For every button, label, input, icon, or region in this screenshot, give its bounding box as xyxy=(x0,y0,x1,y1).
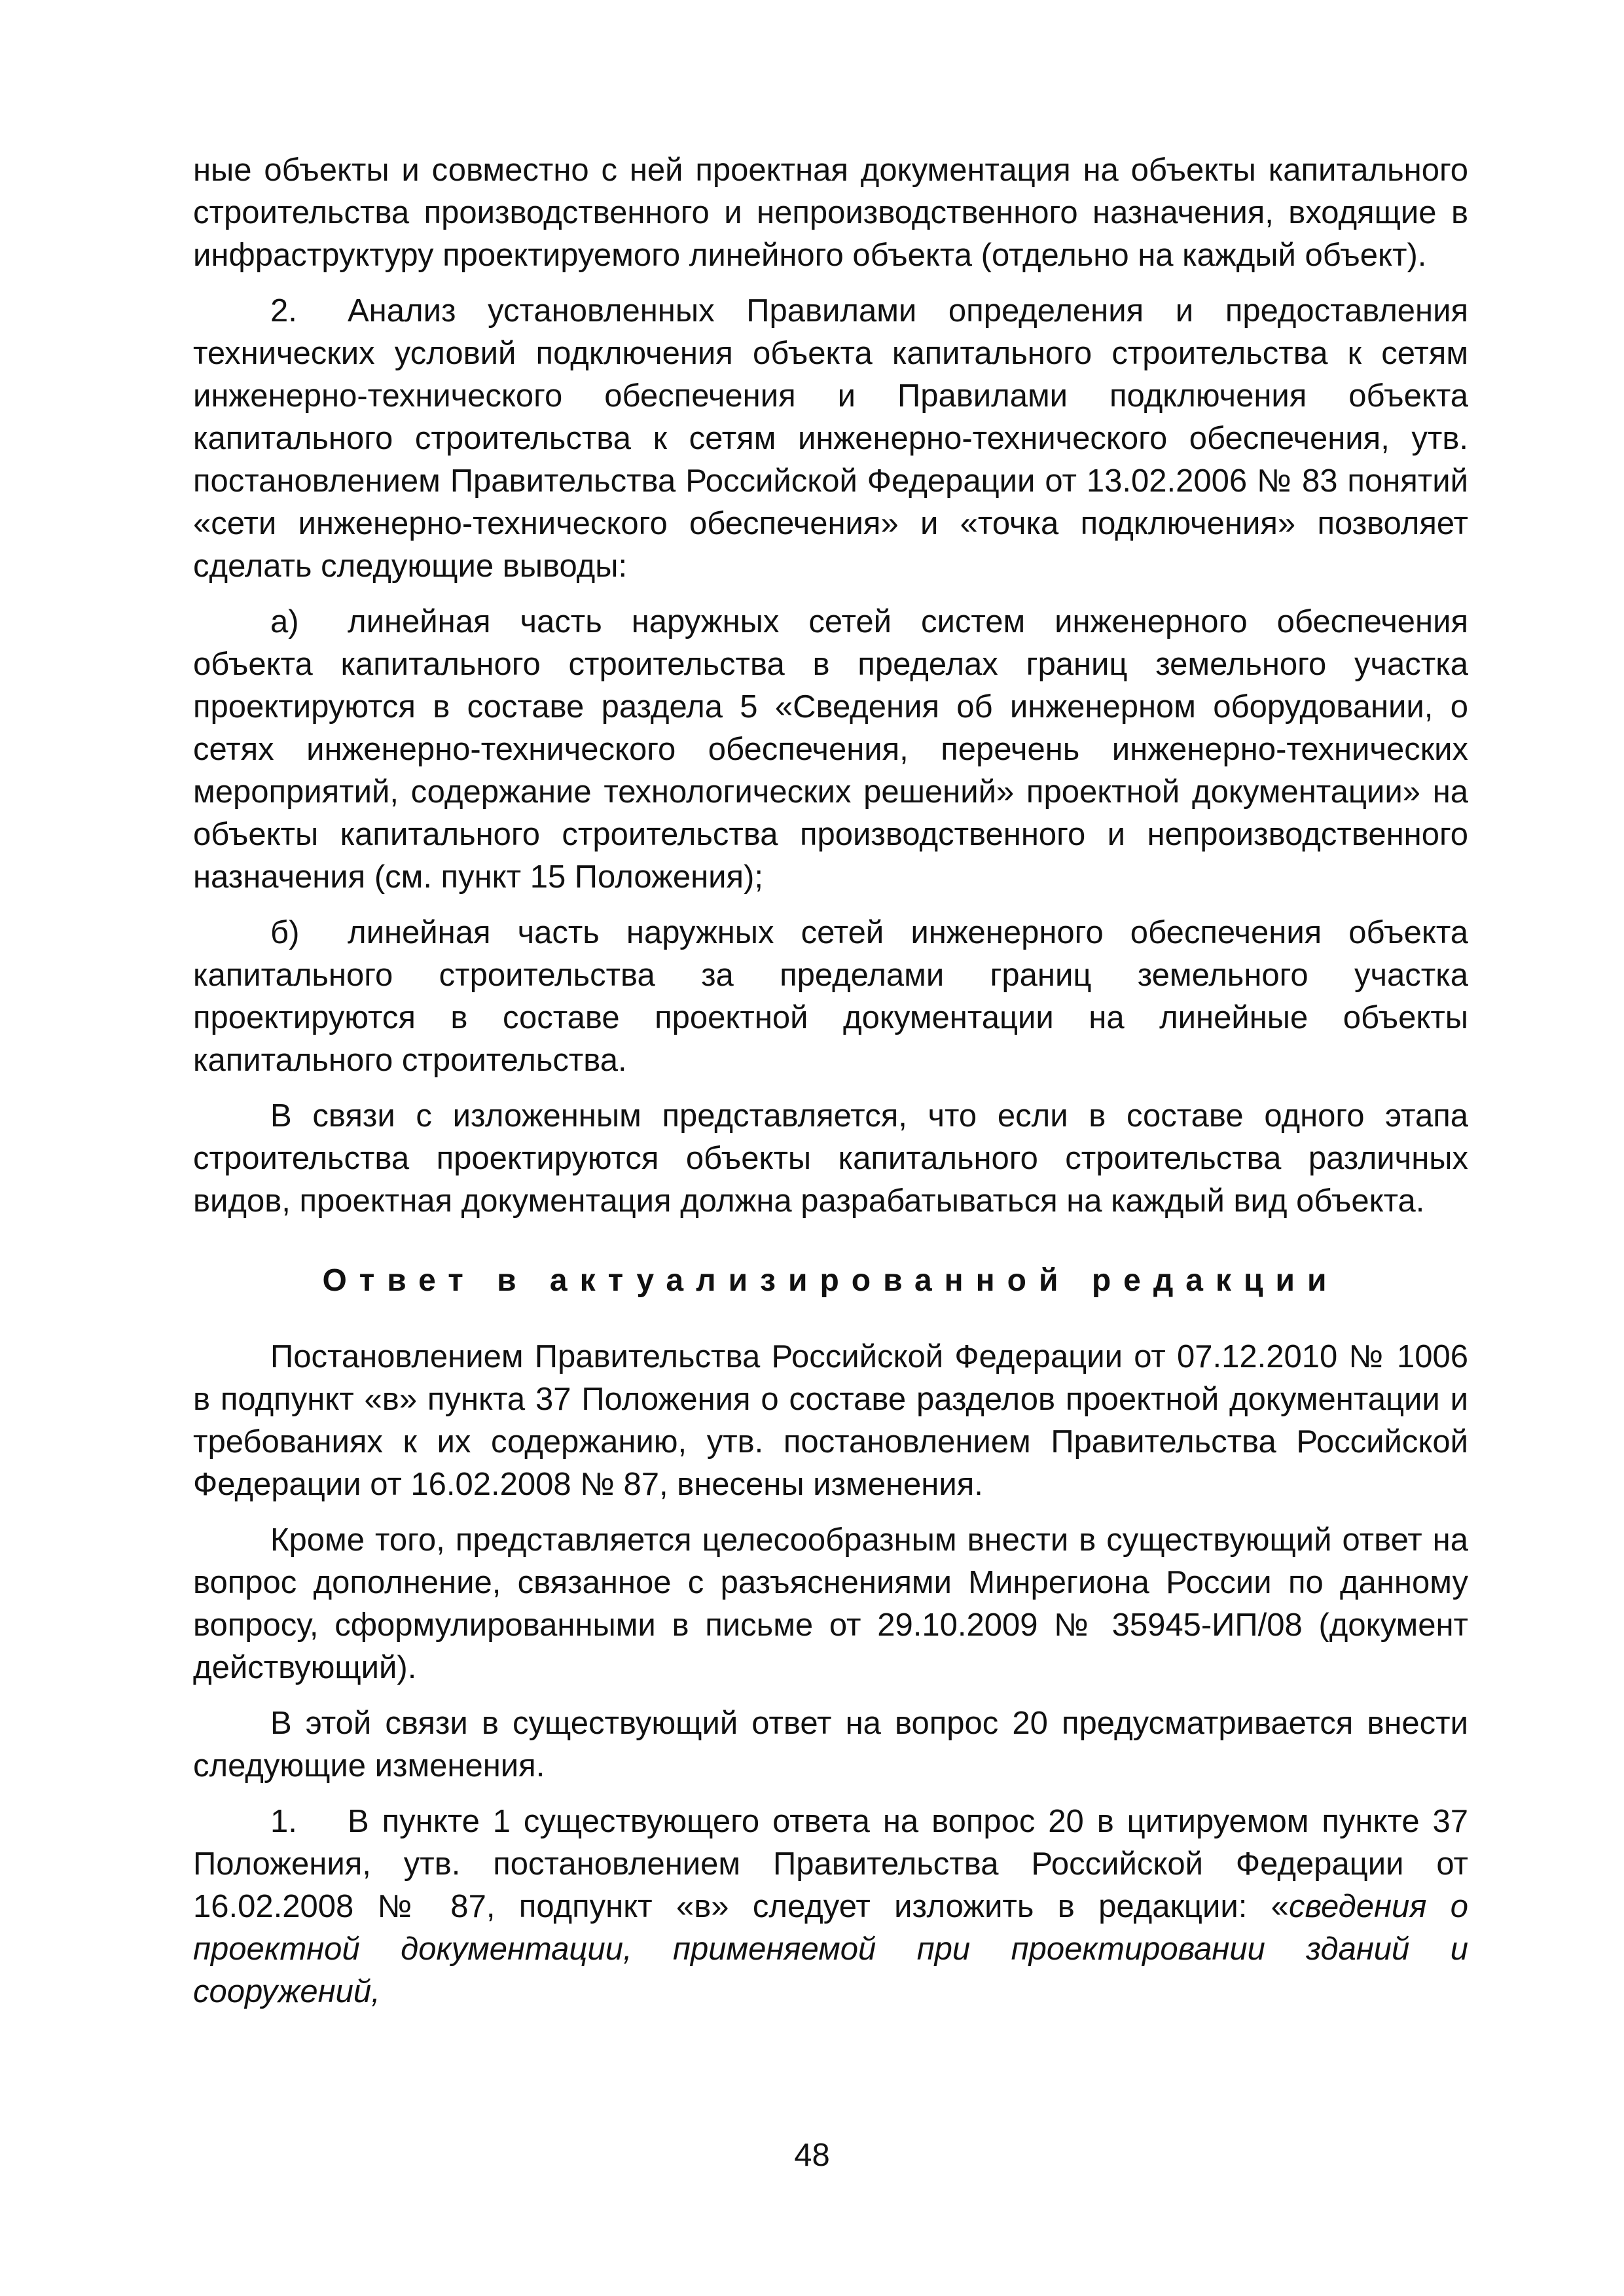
paragraph-conclusion xyxy=(193,1095,1468,1223)
paragraph-additionally xyxy=(193,1519,1468,1689)
paragraph-conclusion-text: В связи с изложенным представляется, что если в составе одного этапа строительства проектируются объекты капитального строительства различных видов, проектная документация должна разрабатываться на каждый вид объекта. xyxy=(193,1098,1468,1219)
item-letter: б) xyxy=(270,915,300,950)
document-body xyxy=(193,149,1468,2026)
paragraph-continuation xyxy=(193,149,1468,277)
item-number: 2. xyxy=(270,293,297,329)
page-number: 48 xyxy=(794,2138,830,2173)
section-heading: Ответ в актуализированной редакции xyxy=(322,1263,1339,1298)
paragraph-item-a-text: линейная часть наружных сетей систем инженерного обеспечения объекта капитального строительства в пределах границ земельного участка проектируются в составе раздела 5 «Сведения об инженерном оборудовании, о сетях инженерно-технического обеспечения, перечень инженерно-технических мероприятий, содержание технологических решений» проектной документации» на объекты капитального строительства производственного и непроизводственного назначения (см. пункт 15 Положения); xyxy=(193,604,1468,895)
paragraph-item-b-text: линейная часть наружных сетей инженерного обеспечения объекта капитального строительства за пределами границ земельного участка проектируются в составе проектной документации на линейные объекты капитального строительства. xyxy=(193,915,1468,1078)
paragraph-additionally-text: Кроме того, представляется целесообразным внести в существующий ответ на вопрос дополнение, связанное с разъяснениями Минрегиона России по данному вопросу, сформулированными в письме от 29.10.2009 № 35945-ИП/08 (документ действующий). xyxy=(193,1522,1468,1685)
item-letter: а) xyxy=(270,604,299,639)
paragraph-item-2 xyxy=(193,290,1468,588)
paragraph-item-a xyxy=(193,601,1468,899)
paragraph-item-1 xyxy=(193,1801,1468,2013)
item-number: 1. xyxy=(270,1804,297,1839)
paragraph-resolution xyxy=(193,1336,1468,1506)
paragraph-changes-text: В этой связи в существующий ответ на вопрос 20 предусматривается внести следующие изменения. xyxy=(193,1706,1468,1784)
paragraph-continuation-text: ные объекты и совместно с ней проектная документация на объекты капитального строительства производственного и непроизводственного назначения, входящие в инфраструктуру проектируемого линейного объекта (отдельно на каждый объект). xyxy=(193,152,1468,273)
paragraph-resolution-text: Постановлением Правительства Российской Федерации от 07.12.2010 № 1006 в подпункт «в» пункта 37 Положения о составе разделов проектной документации и требованиях к их содержанию, утв. постановлением Правительства Российской Федерации от 16.02.2008 № 87, внесены изменения. xyxy=(193,1339,1468,1502)
paragraph-item-1-text: В пункте 1 существующего ответа на вопрос 20 в цитируемом пункте 37 Положения, утв. постановлением Правительства Российской Федерации от 16.02.2008 № 87, подпункт «в» следует изложить в редакции: « xyxy=(193,1804,1468,1924)
paragraph-item-1-quote: сведения о проектной документации, применяемой при проектировании зданий и сооружений, xyxy=(193,1889,1468,2009)
paragraph-item-b xyxy=(193,912,1468,1082)
paragraph-item-2-text: Анализ установленных Правилами определения и предоставления технических условий подключения объекта капитального строительства к сетям инженерно-технического обеспечения и Правилами подключения объекта капитального строительства к сетям инженерно-технического обеспечения, утв. постановлением Правительства Российской Федерации от 13.02.2006 № 83 понятий «сети инженерно-технического обеспечения» и «точка подключения» позволяет сделать следующие выводы: xyxy=(193,293,1468,584)
paragraph-changes xyxy=(193,1702,1468,1787)
